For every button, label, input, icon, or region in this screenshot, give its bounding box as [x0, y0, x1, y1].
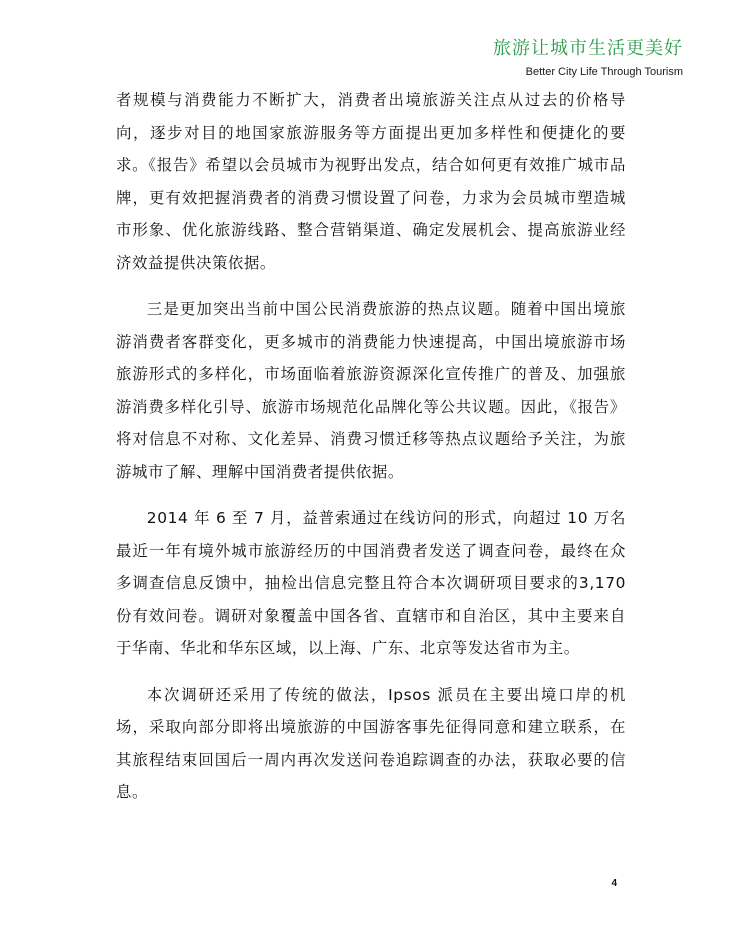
paragraph-3: 2014 年 6 至 7 月，益普索通过在线访问的形式，向超过 10 万名最近一年有境外城市旅游经历的中国消费者发送了调查问卷，最终在众多调查信息反馈中，抽检出信息完整且符合本次调研项目要求的3,170 份有效问卷。调研对象覆盖中国各省、直辖市和自治区，其中主要来自于华南、华北和华东区域，以上海、广东、北京等发达省市为主。	[116, 509, 626, 657]
header	[493, 38, 683, 80]
header-title-cn: 旅游让城市生活更美好	[493, 38, 683, 59]
paragraph-4: 本次调研还采用了传统的做法，Ipsos 派员在主要出境口岸的机场，采取向部分即将出境旅游的中国游客事先征得同意和建立联系，在其旅程结束回国后一周内再次发送问卷追踪调查的办法，获取必要的信息。	[116, 685, 626, 801]
header-title-en: Better City Life Through Tourism	[525, 66, 683, 78]
paragraph-2: 三是更加突出当前中国公民消费旅游的热点议题。随着中国出境旅游消费者客群变化，更多城市的消费能力快速提高，中国出境旅游市场旅游形式的多样化，市场面临着旅游资源深化宣传推广的普及、加强旅游消费多样化引导、旅游市场规范化品牌化等公共议题。因此，《报告》将对信息不对称、文化差异、消费习惯迁移等热点议题给予关注，为旅游城市了解、理解中国消费者提供依据。	[116, 300, 626, 481]
page-number: 4	[611, 878, 617, 889]
document-body	[116, 84, 626, 823]
paragraph-1: 者规模与消费能力不断扩大，消费者出境旅游关注点从过去的价格导向，逐步对目的地国家旅游服务等方面提出更加多样性和便捷化的要求。《报告》希望以会员城市为视野出发点，结合如何更有效推广城市品牌，更有效把握消费者的消费习惯设置了问卷，力求为会员城市塑造城市形象、优化旅游线路、整合营销渠道、确定发展机会、提高旅游业经济效益提供决策依据。	[116, 91, 626, 272]
